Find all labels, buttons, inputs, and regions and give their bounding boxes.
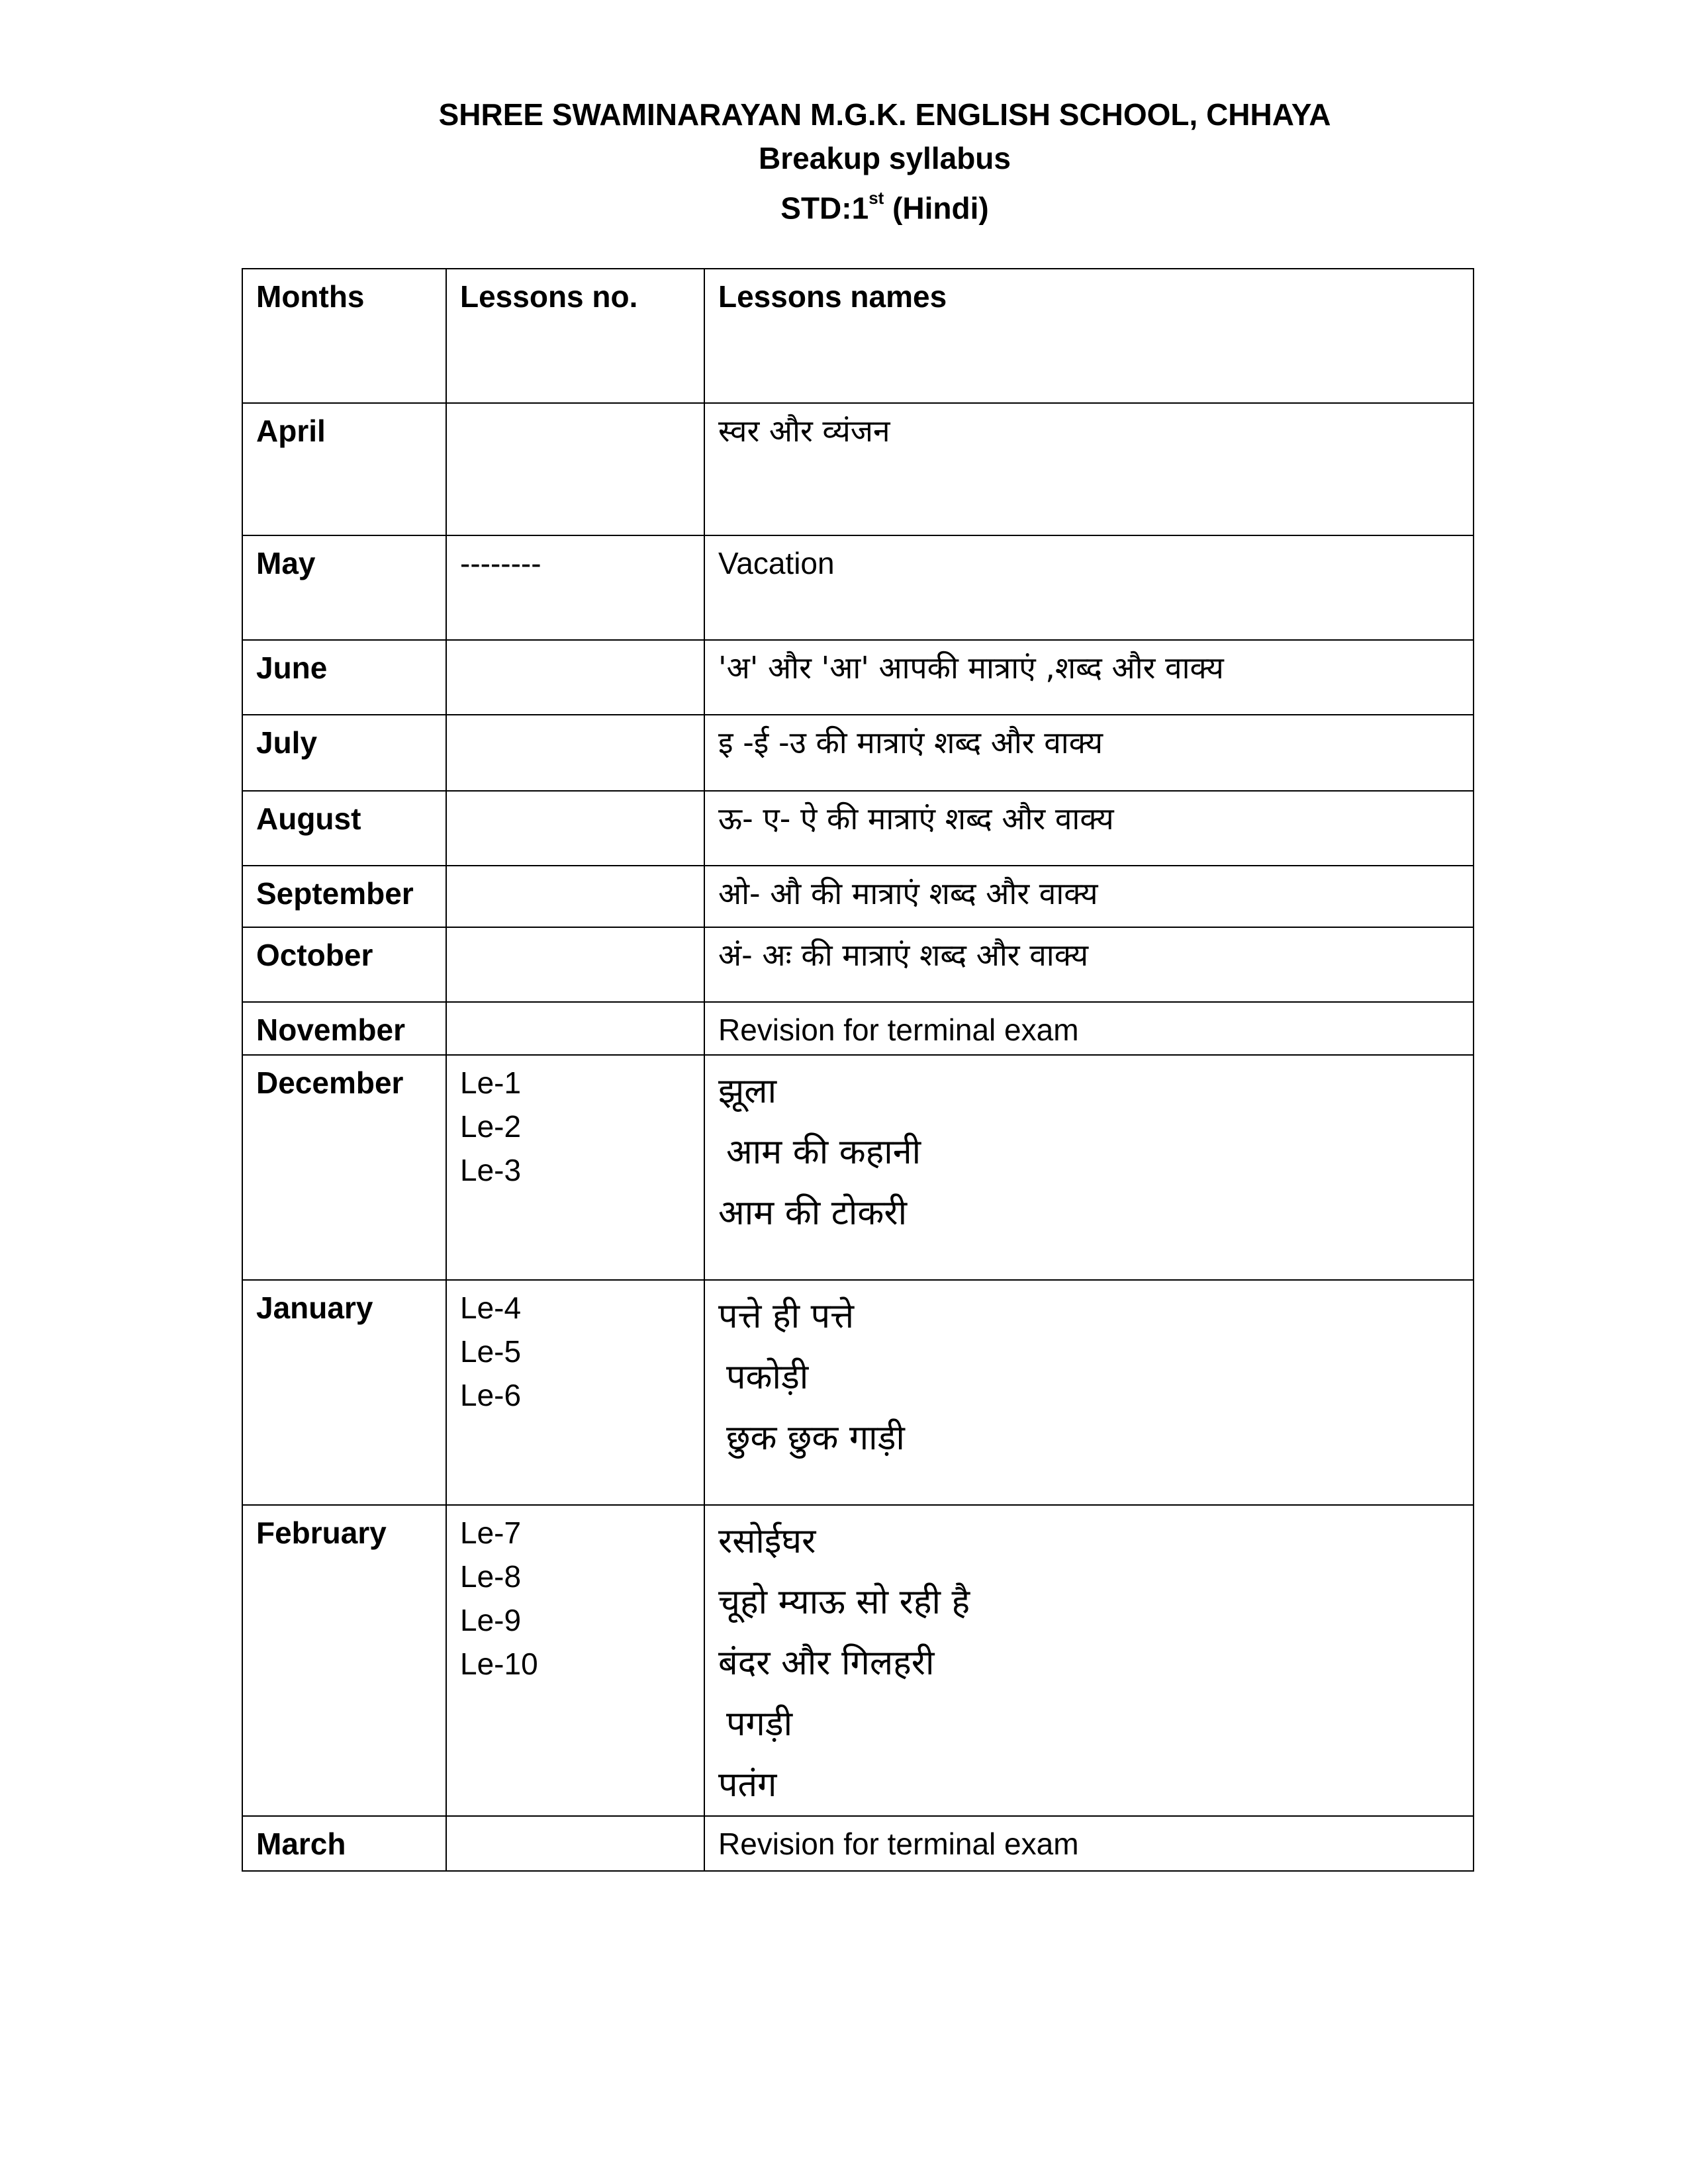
header-months: Months bbox=[242, 269, 446, 403]
lessons-no-cell bbox=[446, 640, 704, 715]
lesson-number: Le-10 bbox=[460, 1647, 538, 1681]
lessons-no-cell bbox=[446, 403, 704, 535]
lesson-number: Le-3 bbox=[460, 1153, 522, 1187]
table-row bbox=[242, 640, 1474, 715]
lesson-name-cell: ओ- औ की मात्राएं शब्द और वाक्य bbox=[704, 866, 1474, 927]
lesson-name: बंदर और गिलहरी bbox=[718, 1643, 935, 1683]
table-row bbox=[242, 403, 1474, 535]
lesson-name-cell: Revision for terminal exam bbox=[704, 1816, 1474, 1871]
lesson-name: पतंग bbox=[718, 1765, 777, 1805]
lesson-name-cell: अं- अः की मात्राएं शब्द और वाक्य bbox=[704, 927, 1474, 1002]
table-row bbox=[242, 715, 1474, 791]
std-sup: st bbox=[868, 188, 884, 208]
lesson-number: Le-2 bbox=[460, 1109, 522, 1144]
lesson-number: Le-1 bbox=[460, 1066, 522, 1100]
month-cell: August bbox=[242, 791, 446, 866]
table-row bbox=[242, 1505, 1474, 1816]
school-name: SHREE SWAMINARAYAN M.G.K. ENGLISH SCHOOL, CHHAYA bbox=[438, 97, 1331, 132]
lesson-number: Le-7 bbox=[460, 1516, 522, 1550]
month-cell: June bbox=[242, 640, 446, 715]
table-row bbox=[242, 791, 1474, 866]
month-cell: April bbox=[242, 403, 446, 535]
table-header-row bbox=[242, 269, 1474, 403]
table-row bbox=[242, 866, 1474, 927]
lesson-name: पकोड़ी bbox=[726, 1357, 809, 1397]
month-cell: January bbox=[242, 1280, 446, 1505]
lessons-no-cell bbox=[446, 866, 704, 927]
month-cell: November bbox=[242, 1002, 446, 1055]
month-cell: September bbox=[242, 866, 446, 927]
table-row bbox=[242, 1280, 1474, 1505]
lesson-number: Le-8 bbox=[460, 1559, 522, 1594]
lesson-name-cell: स्वर और व्यंजन bbox=[704, 403, 1474, 535]
lesson-name: आम की कहानी bbox=[726, 1132, 921, 1172]
month-cell: December bbox=[242, 1055, 446, 1280]
lesson-name-cell: ऊ- ए- ऐ की मात्राएं शब्द और वाक्य bbox=[704, 791, 1474, 866]
subtitle: Breakup syllabus bbox=[759, 141, 1011, 175]
standard-line bbox=[0, 180, 1688, 230]
lesson-name: चूहो म्याऊ सो रही है bbox=[718, 1582, 970, 1622]
month-cell: May bbox=[242, 535, 446, 640]
month-cell: February bbox=[242, 1505, 446, 1816]
lessons-no-cell bbox=[446, 1002, 704, 1055]
lesson-name-cell: इ -ई -उ की मात्राएं शब्द और वाक्य bbox=[704, 715, 1474, 791]
lessons-no-cell bbox=[446, 791, 704, 866]
lesson-number: Le-5 bbox=[460, 1334, 522, 1369]
lessons-no-cell bbox=[446, 1280, 704, 1505]
std-prefix: STD:1 bbox=[780, 191, 869, 226]
lesson-name: आम की टोकरी bbox=[718, 1193, 908, 1233]
document-header bbox=[0, 93, 1688, 230]
month-cell: October bbox=[242, 927, 446, 1002]
table-row bbox=[242, 1055, 1474, 1280]
lesson-name: झूला bbox=[718, 1071, 777, 1111]
lesson-name-cell: Revision for terminal exam bbox=[704, 1002, 1474, 1055]
lesson-name: छुक छुक गाड़ी bbox=[726, 1418, 905, 1458]
lesson-name-cell: Vacation bbox=[704, 535, 1474, 640]
lesson-name: पगड़ी bbox=[726, 1704, 793, 1744]
lesson-number: Le-4 bbox=[460, 1291, 522, 1325]
month-cell: March bbox=[242, 1816, 446, 1871]
table-row bbox=[242, 1816, 1474, 1871]
lesson-name-cell bbox=[704, 1280, 1474, 1505]
header-lessons-no: Lessons no. bbox=[446, 269, 704, 403]
lessons-no-cell bbox=[446, 927, 704, 1002]
lesson-number: Le-6 bbox=[460, 1378, 522, 1412]
syllabus-table bbox=[242, 268, 1474, 1872]
lessons-no-cell bbox=[446, 1055, 704, 1280]
lesson-number: Le-9 bbox=[460, 1603, 522, 1637]
lesson-name-cell bbox=[704, 1055, 1474, 1280]
lesson-name: पत्ते ही पत्ते bbox=[718, 1297, 855, 1336]
lesson-name-cell: 'अ' और 'आ' आपकी मात्राएं ,शब्द और वाक्य bbox=[704, 640, 1474, 715]
lessons-no-cell bbox=[446, 1505, 704, 1816]
month-cell: July bbox=[242, 715, 446, 791]
table-row bbox=[242, 927, 1474, 1002]
header-lessons-names: Lessons names bbox=[704, 269, 1474, 403]
lessons-no-cell: -------- bbox=[446, 535, 704, 640]
lessons-no-cell bbox=[446, 1816, 704, 1871]
lesson-name: रसोईघर bbox=[718, 1522, 816, 1561]
std-suffix: (Hindi) bbox=[884, 191, 989, 226]
table-row bbox=[242, 535, 1474, 640]
table-row bbox=[242, 1002, 1474, 1055]
lessons-no-cell bbox=[446, 715, 704, 791]
lesson-name-cell bbox=[704, 1505, 1474, 1816]
